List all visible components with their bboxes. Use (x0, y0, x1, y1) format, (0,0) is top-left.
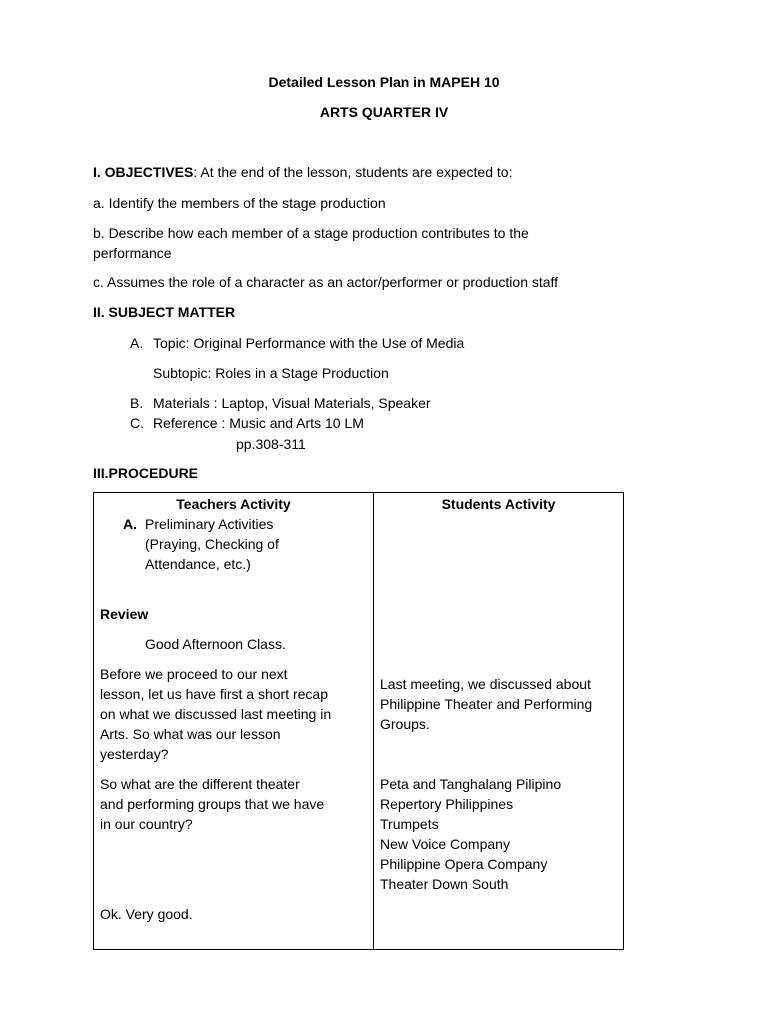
answer1-line-2: Philippine Theater and Performing (380, 696, 593, 712)
objectives-intro: : At the end of the lesson, students are expected to: (193, 164, 513, 180)
prelim-marker: A. (123, 516, 137, 532)
recap-line-5: yesterday? (100, 746, 169, 762)
recap-line-2: lesson, let us have first a short recap (100, 686, 328, 702)
topic-marker: A. (130, 335, 144, 351)
reference-pages: pp.308-311 (236, 436, 306, 452)
group-item-2: Repertory Philippines (380, 796, 514, 812)
prelim-line-3: Attendance, etc.) (145, 556, 251, 572)
table-column-divider (373, 493, 374, 949)
document-title: Detailed Lesson Plan in MAPEH 10 (268, 74, 500, 90)
subtopic: Subtopic: Roles in a Stage Production (153, 365, 389, 381)
procedure-table (93, 492, 624, 950)
objective-item-b: b. Describe how each member of a stage production contributes to the (93, 225, 529, 241)
closing-remark: Ok. Very good. (100, 906, 193, 922)
objectives-heading: I. OBJECTIVES (93, 164, 194, 180)
objective-item-a: a. Identify the members of the stage production (93, 195, 386, 211)
objective-item-b-continued: performance (93, 245, 172, 261)
question-line-2: and performing groups that we have (100, 796, 325, 812)
prelim-line-2: (Praying, Checking of (145, 536, 279, 552)
group-item-4: New Voice Company (380, 836, 510, 852)
answer1-line-3: Groups. (380, 716, 430, 732)
topic: Topic: Original Performance with the Use of Media (153, 335, 465, 351)
recap-line-4: Arts. So what was our lesson (100, 726, 281, 742)
answer1-line-1: Last meeting, we discussed about (380, 676, 591, 692)
objectives-intro-line (93, 162, 512, 182)
review-heading: Review (100, 606, 149, 622)
header-teachers-activity: Teachers Activity (176, 496, 291, 512)
group-item-6: Theater Down South (380, 876, 509, 892)
reference-marker: C. (130, 415, 144, 431)
group-item-1: Peta and Tanghalang Pilipino (380, 776, 562, 792)
question-line-3: in our country? (100, 816, 193, 832)
group-item-5: Philippine Opera Company (380, 856, 548, 872)
header-students-activity: Students Activity (441, 496, 556, 512)
materials-marker: B. (130, 395, 144, 411)
question-line-1: So what are the different theater (100, 776, 300, 792)
prelim-line-1: Preliminary Activities (145, 516, 274, 532)
greeting: Good Afternoon Class. (145, 636, 286, 652)
recap-line-3: on what we discussed last meeting in (100, 706, 332, 722)
objective-item-c: c. Assumes the role of a character as an actor/performer or production staff (93, 274, 559, 290)
group-item-3: Trumpets (380, 816, 439, 832)
recap-line-1: Before we proceed to our next (100, 666, 288, 682)
reference: Reference : Music and Arts 10 LM (153, 415, 364, 431)
subject-matter-heading: II. SUBJECT MATTER (93, 304, 236, 320)
materials: Materials : Laptop, Visual Materials, Speaker (153, 395, 431, 411)
procedure-heading: III.PROCEDURE (93, 465, 199, 481)
document-subtitle: ARTS QUARTER IV (319, 104, 449, 120)
